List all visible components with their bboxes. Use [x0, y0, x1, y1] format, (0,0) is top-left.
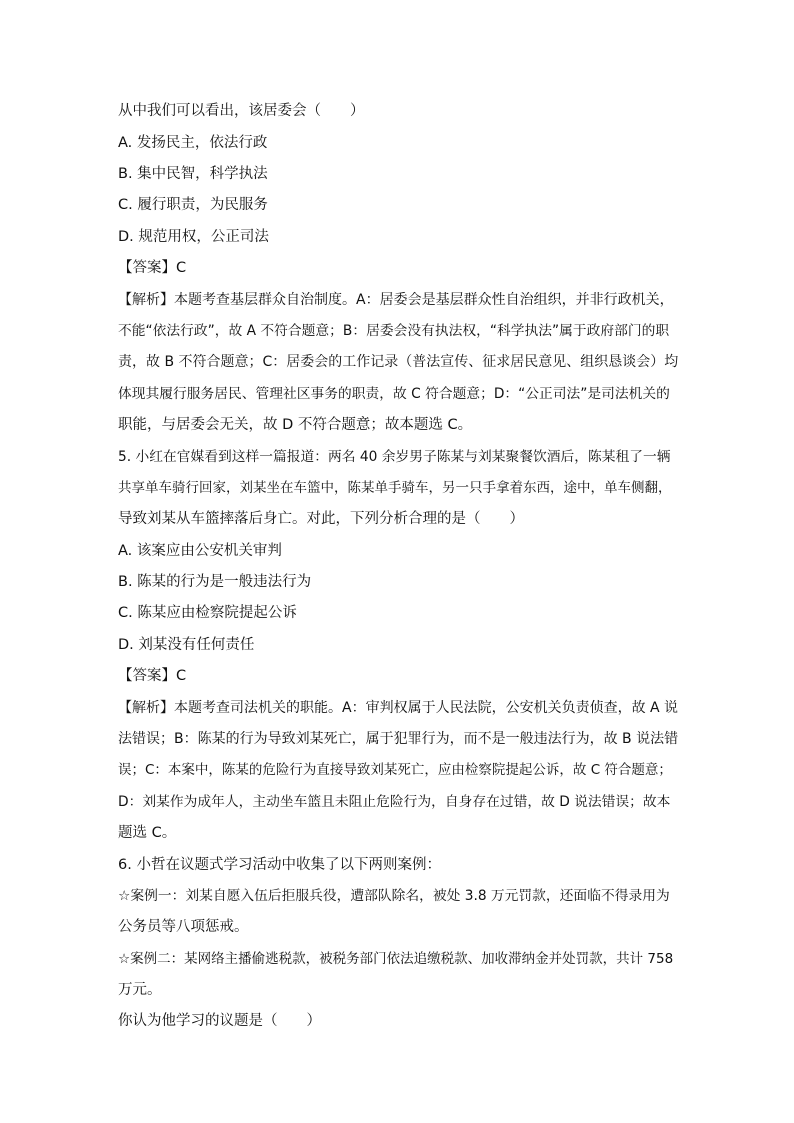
q5-option-c: C. 陈某应由检察院提起公诉 — [118, 605, 297, 621]
q5-option-a: A. 该案应由公安机关审判 — [118, 543, 282, 559]
q4-answer: 【答案】C — [118, 260, 187, 276]
q5-option-d: D. 刘某没有任何责任 — [118, 637, 255, 653]
case-2-line-1: ☆案例二：某网络主播偷逃税款，被税务部门依法追缴税款、加收滞纳金并处罚款，共计 758 — [118, 951, 674, 967]
question-6-stem: 6. 小哲在议题式学习活动中收集了以下两则案例： — [118, 857, 441, 873]
q4-analysis-line-4: 体现其履行服务居民、管理社区事务的职责，故 C 符合题意；D：“公正司法”是司法机关的 — [118, 386, 670, 402]
q4-option-d: D. 规范用权，公正司法 — [118, 229, 269, 245]
question-6-prompt: 你认为他学习的议题是（ ） — [118, 1013, 321, 1029]
case-1-line-2: 公务员等八项惩戒。 — [118, 919, 249, 935]
question-5-stem-line-1: 5. 小红在官媒看到这样一篇报道：两名 40 余岁男子陈某与刘某聚餐饮酒后，陈某租了一辆 — [118, 449, 671, 465]
q4-analysis-line-1: 【解析】本题考查基层群众自治制度。A：居委会是基层群众性自治组织，并非行政机关， — [118, 292, 674, 308]
q5-analysis-line-5: 题选 C。 — [118, 825, 177, 841]
q4-analysis-line-3: 责，故 B 不符合题意；C：居委会的工作记录（普法宣传、征求居民意见、组织恳谈会）均 — [118, 354, 679, 370]
question-5-stem-line-2: 共享单车骑行回家，刘某坐在车篮中，陈某单手骑车，另一只手拿着东西，途中，单车侧翻， — [118, 480, 672, 496]
q5-analysis-line-4: D：刘某作为成年人，主动坐车篮且未阻止危险行为，自身存在过错，故 D 说法错误；故本 — [118, 794, 671, 810]
question-5-stem-line-3: 导致刘某从车篮摔落后身亡。对此，下列分析合理的是（ ） — [118, 511, 524, 527]
q5-answer: 【答案】C — [118, 668, 187, 684]
q5-analysis-line-2: 法错误；B：陈某的行为导致刘某死亡，属于犯罪行为，而不是一般违法行为，故 B 说法错 — [118, 731, 679, 747]
question-4-stem-end: 从中我们可以看出，该居委会（ ） — [118, 103, 365, 119]
q4-option-c: C. 履行职责，为民服务 — [118, 197, 268, 213]
q5-analysis-line-3: 误；C：本案中，陈某的危险行为直接导致刘某死亡，应由检察院提起公诉，故 C 符合题意； — [118, 762, 672, 778]
case-1-line-1: ☆案例一：刘某自愿入伍后拒服兵役，遭部队除名，被处 3.8 万元罚款，还面临不得录用为 — [118, 888, 670, 904]
q4-analysis-line-5: 职能，与居委会无关，故 D 不符合题意；故本题选 C。 — [118, 417, 473, 433]
q5-option-b: B. 陈某的行为是一般违法行为 — [118, 574, 312, 590]
q4-analysis-line-2: 不能“依法行政”，故 A 不符合题意；B：居委会没有执法权，“科学执法”属于政府部门的职 — [118, 323, 670, 339]
q5-analysis-line-1: 【解析】本题考查司法机关的职能。A：审判权属于人民法院，公安机关负责侦查，故 A 说 — [118, 700, 679, 716]
case-2-line-2: 万元。 — [118, 982, 162, 998]
q4-option-a: A. 发扬民主，依法行政 — [118, 135, 268, 151]
q4-option-b: B. 集中民智，科学执法 — [118, 166, 268, 182]
